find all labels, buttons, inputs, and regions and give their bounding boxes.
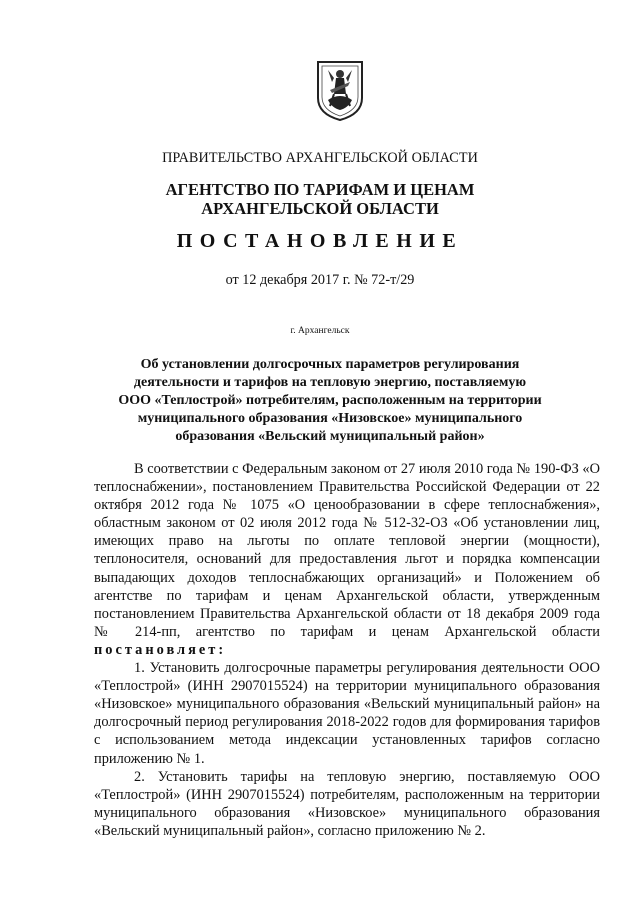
document-title (100, 356, 560, 446)
item-2-paragraph: 2. Установить тарифы на тепловую энергию, поставляемую ООО «Теплострой» (ИНН 2907015524) потребителям, расположенным на территории муниципального образования «Низовское» муниципального образования «Вельский муниципальный район», согласно приложению № 2. (94, 768, 600, 839)
resolves-word: постановляет: (94, 641, 227, 658)
document-date-number: от 12 декабря 2017 г. № 72-т/29 (225, 272, 415, 288)
document-type-heading: ПОСТАНОВЛЕНИЕ (176, 230, 464, 252)
agency-name (0, 180, 640, 218)
preamble-paragraph (94, 460, 600, 659)
agency-name-line2: АРХАНГЕЛЬСКОЙ ОБЛАСТИ (201, 199, 439, 218)
item-1-paragraph: 1. Установить долгосрочные параметры регулирования деятельности ООО «Теплострой» (ИНН 2907015524) на территории муниципального образования «Низовское» муниципального образования «Вельский муниципальный район» на долгосрочный период регулирования 2018-2022 годов для формирования тарифов с использованием метода индексации установленных тарифов согласно приложению № 1. (94, 660, 600, 767)
agency-name-line1: АГЕНТСТВО ПО ТАРИФАМ И ЦЕНАМ (165, 180, 475, 199)
title-line: Об установлении долгосрочных параметров регулирования (140, 357, 520, 372)
arkhangelsk-coat-of-arms-icon (314, 60, 366, 122)
government-name: ПРАВИТЕЛЬСТВО АРХАНГЕЛЬСКОЙ ОБЛАСТИ (162, 150, 478, 166)
document-city: г. Архангельск (290, 326, 350, 336)
document-body (94, 460, 600, 840)
title-line: деятельности и тарифов на тепловую энергию, поставляемую (133, 375, 527, 390)
preamble-text: В соответствии с Федеральным законом от 27 июля 2010 года № 190-ФЗ «О теплоснабжении», постановлением Правительства Российской Федерации от 22 октября 2012 года № 1075 «О ценообразовании в сфере теплоснабжения», областным законом от 02 июля 2012 года № 512-32-ОЗ «Об установлении лиц, имеющих право на льготы по оплате тепловой энергии (мощности), теплоносителя, оснований для предоставления льгот и порядка компенсации выпадающих доходов теплоснабжающих организаций» и Положением об агентстве по тарифам и ценам Архангельской области, утвержденным постановлением Правительства Архангельской области от 18 декабря 2009 года № 214-пп, агентство по тарифам и ценам Архангельской области (94, 461, 600, 640)
title-line: образования «Вельский муниципальный район» (175, 429, 485, 444)
title-line: ООО «Теплострой» потребителям, расположенным на территории (118, 393, 542, 408)
title-line: муниципального образования «Низовское» муниципального (137, 411, 523, 426)
